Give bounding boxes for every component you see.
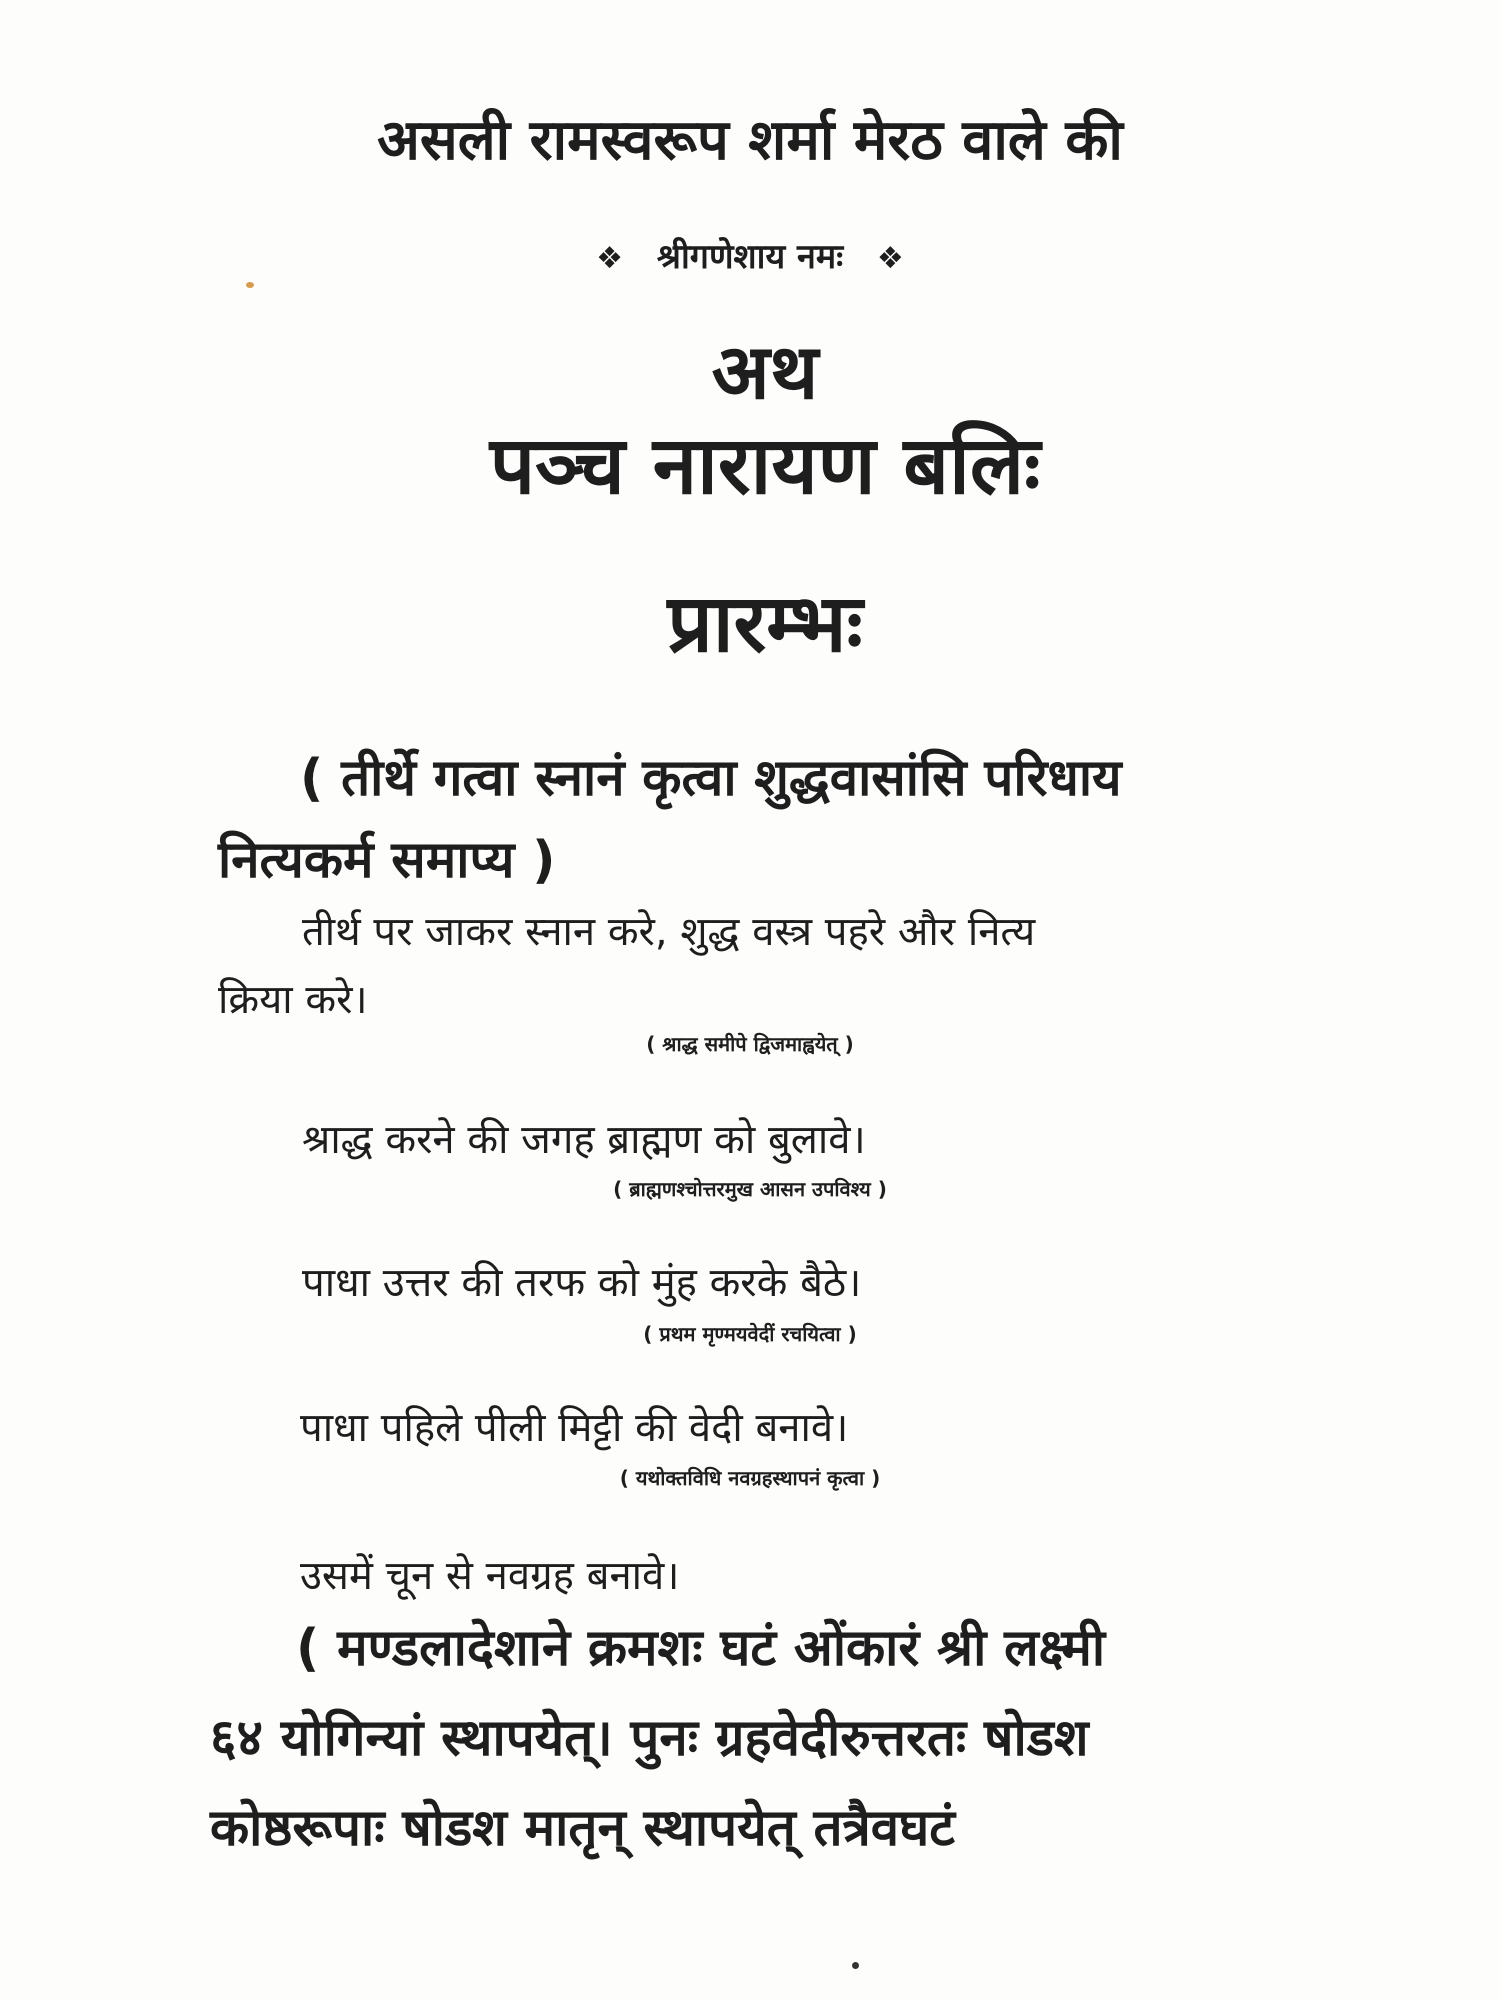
ornament-right-icon: ❖ bbox=[876, 241, 904, 276]
ornament-left-icon: ❖ bbox=[596, 241, 624, 276]
sanskrit-line: ( प्रथम मृण्मयवेदीं रचयित्वा ) bbox=[643, 1322, 857, 1346]
paper-speck bbox=[246, 282, 254, 288]
hindi-line: श्राद्ध करने की जगह ब्राह्मण को बुलावे। bbox=[302, 1117, 866, 1163]
publisher-line: असली रामस्वरूप शर्मा मेरठ वाले की bbox=[377, 108, 1123, 173]
title-start: प्रारम्भः bbox=[667, 577, 863, 670]
sanskrit-line: ( श्राद्ध समीपे द्विजमाह्वयेत् ) bbox=[646, 1032, 854, 1056]
title-atha: अथ bbox=[711, 327, 819, 416]
sanskrit-line: ( ब्राह्मणश्चोत्तरमुख आसन उपविश्य ) bbox=[613, 1177, 887, 1201]
hindi-line: पाधा उत्तर की तरफ को मुंह करके बैठे। bbox=[302, 1260, 862, 1306]
ink-dot bbox=[852, 1962, 859, 1969]
hindi-line: क्रिया करे। bbox=[218, 977, 368, 1023]
hindi-line: तीर्थ पर जाकर स्नान करे, शुद्ध वस्त्र पहरे और नित्य bbox=[302, 909, 1036, 955]
sanskrit-line: कोष्ठरूपाः षोडश मातृन् स्थापयेत् तत्रैवघटं bbox=[210, 1799, 955, 1858]
hindi-line: पाधा पहिले पीली मिट्टी की वेदी बनावे। bbox=[300, 1405, 849, 1451]
sanskrit-line: ६४ योगिन्यां स्थापयेत्। पुनः ग्रहवेदीरुत्तरतः षोडश bbox=[210, 1709, 1089, 1768]
sanskrit-line: ( तीर्थे गत्वा स्नानं कृत्वा शुद्धवासांसि परिधाय bbox=[300, 749, 1122, 808]
sanskrit-line: ( यथोक्तविधि नवग्रहस्थापनं कृत्वा ) bbox=[619, 1466, 881, 1490]
invocation-line bbox=[0, 232, 1500, 278]
sanskrit-line: ( मण्डलादेशाने क्रमशः घटं ओंकारं श्री लक्ष्मी bbox=[296, 1619, 1106, 1678]
page-title: पञ्च नारायण बलिः bbox=[489, 419, 1041, 512]
sanskrit-line: नित्यकर्म समाप्य ) bbox=[218, 831, 556, 890]
hindi-line: उसमें चून से नवग्रह बनावे। bbox=[300, 1553, 680, 1599]
invocation-text: श्रीगणेशाय नमः bbox=[656, 237, 844, 277]
